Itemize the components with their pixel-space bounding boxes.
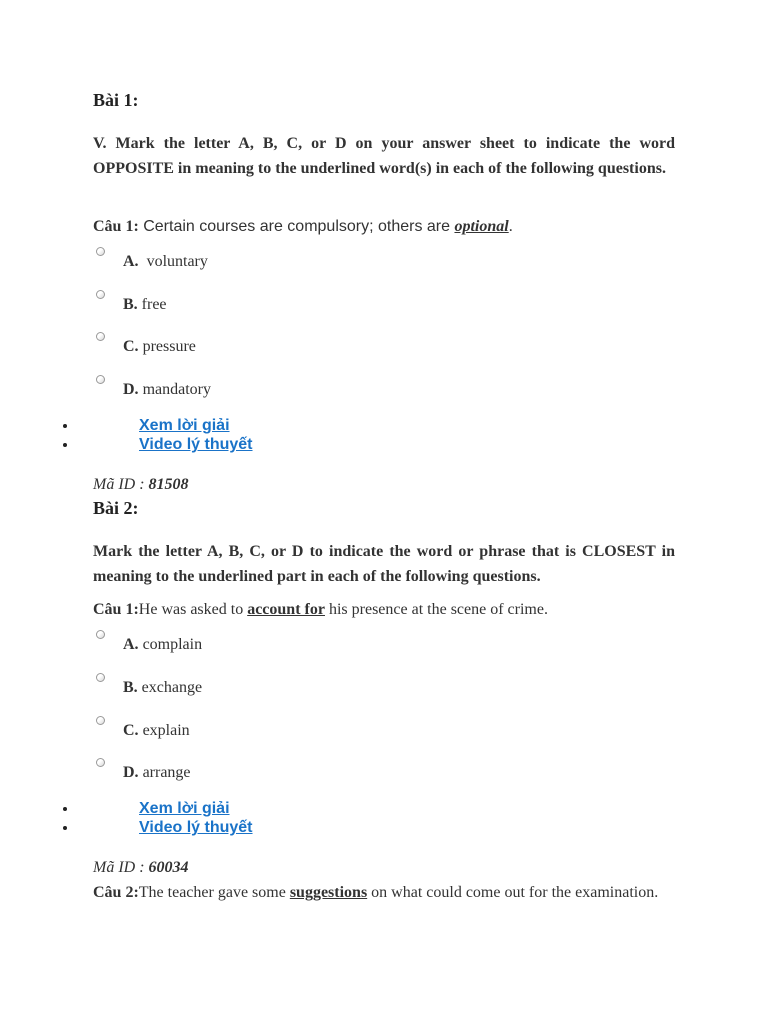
option-text: voluntary <box>138 253 208 270</box>
exercise-1-title: Bài 1: <box>93 90 139 110</box>
radio-button[interactable] <box>96 290 105 299</box>
option-letter: C. <box>123 722 139 739</box>
question-label: Câu 1: <box>93 601 139 618</box>
option-text: mandatory <box>138 381 211 398</box>
bullet-icon <box>63 807 67 811</box>
radio-button[interactable] <box>96 758 105 767</box>
question-text-before: He was asked to <box>138 601 248 618</box>
question-text-before: The teacher gave some <box>138 884 290 901</box>
question-text-after: . <box>508 218 513 235</box>
option-text: free <box>137 296 167 313</box>
radio-button[interactable] <box>96 716 105 725</box>
option-text: explain <box>138 722 190 739</box>
question-text-before: Certain courses are compulsory; others are <box>138 218 455 235</box>
id-label: Mã ID : <box>93 476 149 493</box>
radio-button[interactable] <box>96 673 105 682</box>
exercise-2-instruction: Mark the letter A, B, C, or D to indicate the word or phrase that is CLOSEST in meaning to the underlined part in each of the following questions. <box>93 543 675 585</box>
exercise-1-question-1 <box>93 215 675 239</box>
view-solution-link[interactable]: Xem lời giải <box>139 417 230 434</box>
question-underlined-word: optional <box>454 218 509 235</box>
exercise-2-question-1 <box>93 598 675 622</box>
bullet-icon <box>63 826 67 830</box>
id-label: Mã ID : <box>93 859 149 876</box>
option-letter: D. <box>123 764 139 781</box>
radio-button[interactable] <box>96 630 105 639</box>
theory-video-link[interactable]: Video lý thuyết <box>139 819 253 836</box>
option-text: arrange <box>138 764 191 781</box>
bullet-icon <box>63 443 67 447</box>
bullet-icon <box>63 424 67 428</box>
id-value: 81508 <box>148 476 189 493</box>
option-text: pressure <box>138 338 196 355</box>
option-letter: B. <box>123 296 138 313</box>
option-letter: B. <box>123 679 138 696</box>
question-text-after: on what could come out for the examination. <box>367 884 659 901</box>
option-letter: A. <box>123 253 139 270</box>
radio-button[interactable] <box>96 247 105 256</box>
question-label: Câu 2: <box>93 884 139 901</box>
theory-video-link[interactable]: Video lý thuyết <box>139 436 253 453</box>
exercise-2-question-2 <box>93 881 675 905</box>
question-underlined-word: suggestions <box>289 884 368 901</box>
id-value: 60034 <box>148 859 189 876</box>
exercise-2-title: Bài 2: <box>93 498 139 518</box>
question-underlined-phrase: account for <box>247 601 325 618</box>
option-letter: A. <box>123 636 139 653</box>
radio-button[interactable] <box>96 332 105 341</box>
option-text: exchange <box>137 679 203 696</box>
option-text: complain <box>138 636 203 653</box>
exercise-2-id <box>93 859 675 877</box>
radio-button[interactable] <box>96 375 105 384</box>
exercise-1-id <box>93 476 675 494</box>
option-letter: C. <box>123 338 139 355</box>
exercise-1-instruction: V. Mark the letter A, B, C, or D on your answer sheet to indicate the word OPPOSITE in meaning to the underlined word(s) in each of the following questions. <box>93 135 675 177</box>
question-text-after: his presence at the scene of crime. <box>324 601 548 618</box>
view-solution-link[interactable]: Xem lời giải <box>139 800 230 817</box>
question-label: Câu 1: <box>93 218 139 235</box>
option-letter: D. <box>123 381 139 398</box>
